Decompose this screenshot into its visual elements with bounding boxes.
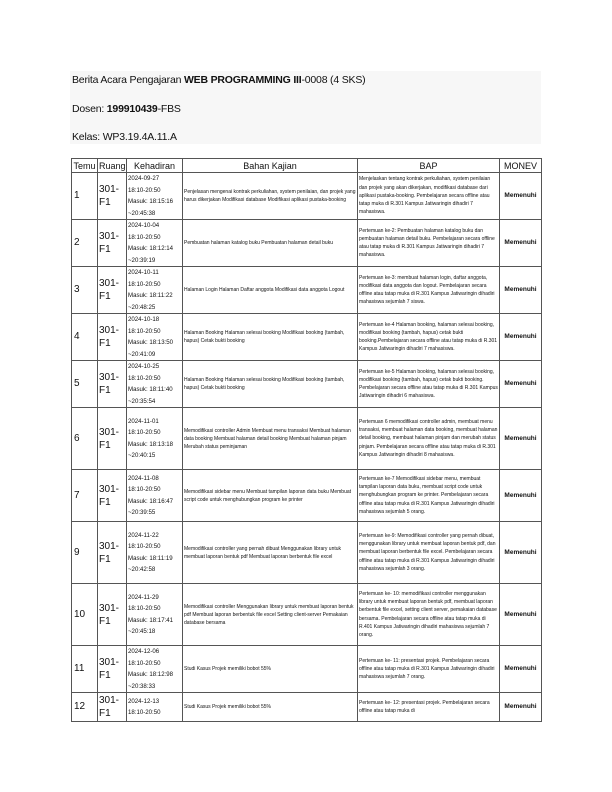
kehadiran-jam: 18:10-20:50 [128, 543, 161, 550]
ruang-cell: 301-F1 [98, 361, 127, 408]
table-row [72, 173, 542, 220]
monev-cell: Memenuhi [500, 693, 542, 722]
lecturer-line [72, 103, 181, 115]
bap-cell: Pertemuan ke-5 Halaman booking, halaman selesai booking, modifikasi booking (tambah, hapus) cetak bukti booking. Pembelajaran secara offline atau tatap muka di R.301 Kampus Jatiwaringin dihadiri 6 mahasiswa. [358, 361, 500, 408]
col-ruang: Ruang [99, 160, 126, 171]
monev-cell: Memenuhi [500, 173, 542, 220]
table-row [72, 470, 542, 522]
table-row [72, 314, 542, 361]
kehadiran-jam: 18:10-20:50 [128, 486, 161, 493]
bap-cell: Menjelaskan tentang kontrak perkuliahan, system penilaian dan projek yang akan dikerjakan, modifikasi database dari aplikasi pustaka-booking. Pembelajaran secara offline atau tatap muka di R.301 Kampus Jatiwaringin dihadiri 7 mahasiswa. [358, 173, 500, 220]
temu-cell: 4 [72, 314, 98, 361]
kehadiran-cell [127, 408, 183, 470]
kehadiran-tanggal: 2024-10-18 [128, 316, 160, 323]
kehadiran-masuk: Masuk: 18:17:41 [128, 616, 174, 624]
kehadiran-tanggal: 2024-11-29 [128, 593, 159, 601]
temu-cell: 10 [72, 584, 98, 646]
table-row [72, 646, 542, 693]
table-row [72, 693, 542, 722]
bap-cell: Pertemuan 6 memodifikasi controller admin, membuat menu transaksi, membuat halaman data booking, membuat halaman detail booking, membuat halaman pinjam dan merubah status pinjam. Pembelajaran secara offline atau tatap muka di R.301 Kampus Jatiwaringin dihadiri 8 mahasiswa. [358, 408, 500, 470]
monev-cell: Memenuhi [500, 267, 542, 314]
temu-cell: 9 [72, 522, 98, 584]
monev-cell: Memenuhi [500, 314, 542, 361]
bahan-kajian-cell: Penjelasan mengenai kontrak perkuliahan, system penilaian, dan projek yang harus dikerjakan Modifikasi database Modifikasi aplikasi pustaka-booking [183, 173, 358, 220]
kehadiran-cell [127, 584, 183, 646]
lecturer-suffix: -FBS [157, 103, 181, 115]
kehadiran-masuk: Masuk: 18:12:14 [128, 245, 174, 252]
kehadiran-tanggal: 2024-11-22 [128, 531, 159, 539]
bahan-kajian-cell: Memodifikasi controller Menggunakan library untuk membuat laporan bentuk pdf Membuat laporan berbentuk file excel Setting client-server Pemakaian database bersama [183, 584, 358, 646]
bap-cell: Pertemuan ke- 12: presentasi projek. Pembelajaran secara offline atau tatap muka di [358, 693, 500, 722]
kehadiran-selesai: ~20:39:19 [128, 256, 156, 264]
kehadiran-masuk: Masuk: 18:11:19 [128, 554, 173, 562]
table-row [72, 584, 542, 646]
kehadiran-cell [127, 220, 183, 267]
bahan-kajian-cell: Memodifikasi controller Admin Membuat menu transaksi Membuat halaman data booking Membuat halaman detail booking Membuat halaman pinjam Merubah status peminjaman [183, 408, 358, 470]
course-code: -0008 (4 SKS) [301, 74, 366, 86]
kehadiran-jam: 18:10-20:50 [128, 429, 161, 436]
col-kehadiran: Kehadiran [127, 159, 183, 173]
kehadiran-cell [127, 361, 183, 408]
bap-cell: Pertemuan ke-4 Halaman booking, halaman selesai booking, modifikasi booking (tambah, hapus) cetak bukti booking.Pembelajaran secara offline atau tatap muka di R.301 Kampus Jatiwaringin dihadiri 7 mahasiswa. [358, 314, 500, 361]
kehadiran-tanggal: 2024-11-08 [128, 474, 159, 482]
ruang-cell: 301-F1 [98, 408, 127, 470]
bap-cell: Pertemuan ke-3: membuat halaman login, daftar anggota, modifikasi data anggota dan logout. Pembelajaran secara offline atau tatap muka di R.301 Kampus Jatiwaringin dihadiri mahasiswa sejumlah 7 siswa. [358, 267, 500, 314]
kehadiran-cell [127, 267, 183, 314]
bap-cell: Pertemuan ke- 11: presentasi projek. Pembelajaran secara offline atau tatap muka di R.301 Kampus Jatiwaringin dihadiri mahasiswa sejumlah 7 orang. [358, 646, 500, 693]
kehadiran-selesai: ~20:38:33 [128, 682, 156, 690]
kehadiran-jam: 18:10-20:50 [128, 280, 161, 288]
kehadiran-selesai: ~20:45:38 [128, 209, 156, 217]
kehadiran-selesai: ~20:41:09 [128, 350, 156, 358]
kehadiran-tanggal: 2024-10-04 [128, 222, 160, 229]
bap-cell: Pertemuan ke-2: Pembuatan halaman katalog buku dan pembuatan halaman detail buku. Pembelajaran secara offline atau tatap muka di R.301 Kampus Jatiwaringin dihadiri 7 mahasiswa. [358, 220, 500, 267]
monev-cell: Memenuhi [500, 470, 542, 522]
report-title [72, 74, 365, 86]
kehadiran-selesai: ~20:39:55 [128, 509, 156, 516]
bahan-kajian-cell: Halaman Booking Halaman selesai booking Modifikasi booking (tambah, hapus) Cetak bukti booking [183, 314, 358, 361]
kehadiran-jam: 18:10-20:50 [128, 186, 161, 194]
temu-cell: 5 [72, 361, 98, 408]
kehadiran-jam: 18:10-20:50 [128, 327, 161, 335]
ruang-cell: 301-F1 [98, 584, 127, 646]
kehadiran-masuk: Masuk: 18:11:22 [128, 292, 173, 299]
kehadiran-cell [127, 522, 183, 584]
temu-cell: 7 [72, 470, 98, 522]
table-row [72, 361, 542, 408]
ruang-cell: 301-F1 [98, 267, 127, 314]
kehadiran-jam: 18:10-20:50 [128, 374, 161, 382]
temu-cell: 1 [72, 173, 98, 220]
temu-cell: 11 [72, 646, 98, 693]
class-line: Kelas: WP3.19.4A.11.A [72, 131, 177, 143]
bahan-kajian-cell: Studi Kasus Projek memiliki bobot 55% [183, 646, 358, 693]
table-row [72, 220, 542, 267]
kehadiran-selesai: ~20:48:25 [128, 303, 156, 311]
monev-cell: Memenuhi [500, 220, 542, 267]
kehadiran-cell [127, 314, 183, 361]
table-header-row [72, 159, 542, 173]
col-temu: Temu [73, 160, 96, 171]
kehadiran-masuk: Masuk: 18:15:16 [128, 198, 174, 205]
lecturer-id: 199910439 [106, 103, 158, 115]
temu-cell: 3 [72, 267, 98, 314]
kehadiran-masuk: Masuk: 18:12:98 [128, 671, 174, 678]
kehadiran-tanggal: 2024-12-06 [128, 648, 160, 655]
monev-cell: Memenuhi [500, 584, 542, 646]
ruang-cell: 301-F1 [98, 646, 127, 693]
kehadiran-tanggal: 2024-12-13 [128, 697, 160, 705]
bahan-kajian-cell: Memodifikasi controller yang pernah dibuat Menggunakan library untuk membuat laporan bentuk pdf Membuat laporan berbentuk file excel [183, 522, 358, 584]
kehadiran-tanggal: 2024-11-01 [128, 417, 159, 425]
bap-cell: Pertemuan ke-9: Memodifikasi controller yang pernah dibuat, menggunakan library untuk membuat laporan bentuk pdf, dan membuat laporan berbentuk file excel. Pembelajaran secara offline atau tatap muka di R.301 Kampus Jatiwaringin dihadiri mahasiswa sejumlah 3 orang. [358, 522, 500, 584]
ruang-cell: 301-F1 [98, 522, 127, 584]
ruang-cell: 301-F1 [98, 220, 127, 267]
course-name: WEB PROGRAMMING III [183, 74, 302, 86]
bahan-kajian-cell: Studi Kasus Projek memiliki bobot 55% [183, 693, 358, 722]
kehadiran-jam: 18:10-20:50 [128, 605, 161, 612]
monev-cell: Memenuhi [500, 361, 542, 408]
ruang-cell: 301-F1 [98, 314, 127, 361]
ruang-cell: 301-F1 [98, 470, 127, 522]
kehadiran-selesai: ~20:40:15 [128, 452, 156, 459]
kehadiran-selesai: ~20:35:54 [128, 397, 156, 405]
kehadiran-jam: 18:10-20:50 [128, 709, 161, 716]
ruang-cell: 301-F1 [98, 173, 127, 220]
title-prefix: Berita Acara Pengajaran [72, 74, 184, 86]
monev-cell: Memenuhi [500, 646, 542, 693]
kehadiran-masuk: Masuk: 18:16:47 [128, 497, 174, 505]
kehadiran-cell [127, 693, 183, 722]
kehadiran-masuk: Masuk: 18:13:50 [128, 339, 174, 346]
temu-cell: 2 [72, 220, 98, 267]
kehadiran-jam: 18:10-20:50 [128, 233, 161, 241]
kehadiran-masuk: Masuk: 18:13:18 [128, 440, 174, 448]
temu-cell: 6 [72, 408, 98, 470]
ruang-cell: 301-F1 [98, 693, 127, 722]
monev-cell: Memenuhi [500, 522, 542, 584]
col-monev: MONEV [500, 159, 542, 173]
bahan-kajian-cell: Pembuatan halaman katalog buku Pembuatan halaman detail buku [183, 220, 358, 267]
col-bahan-kajian: Bahan Kajian [183, 159, 358, 173]
kehadiran-cell [127, 646, 183, 693]
kehadiran-masuk: Masuk: 18:11:40 [128, 386, 173, 393]
kehadiran-cell [127, 470, 183, 522]
bahan-kajian-cell: Memodifikasi sidebar menu Membuat tampilan laporan data buku Membuat script code untuk menghubungkan program ke printer [183, 470, 358, 522]
monev-cell: Memenuhi [500, 408, 542, 470]
bahan-kajian-cell: Halaman Booking Halaman selesai booking Modifikasi booking (tambah, hapus) Cetak bukti booking [183, 361, 358, 408]
table-row [72, 267, 542, 314]
kehadiran-cell [127, 173, 183, 220]
kehadiran-tanggal: 2024-09-27 [128, 175, 160, 182]
kehadiran-selesai: ~20:45:18 [128, 628, 156, 635]
kehadiran-tanggal: 2024-10-11 [128, 269, 159, 276]
bap-cell: Pertemuan ke- 10: memodifikasi controller menggunakan library untuk membuat laporan bentuk pdf, membuat laporan berbentuk file excel, setting client server, pemakaian database bersama. Pembelajaran secara offline atau tatap muka di R.401 Kampus Jatiwaringin dihadiri mahasiswa sejumlah 7 orang. [358, 584, 500, 646]
table-row [72, 522, 542, 584]
col-bap: BAP [358, 159, 500, 173]
kehadiran-selesai: ~20:42:58 [128, 566, 156, 573]
teaching-log-table [71, 158, 542, 722]
temu-cell: 12 [72, 693, 98, 722]
bap-cell: Pertemuan ke-7 Memodifikasi sidebar menu, membuat tampilan laporan data buku, membuat script code untuk menghubungkan program ke printer. Pembelajaran secara offline atau tatap muka di R.301 Kampus Jatiwaringin dihadiri mahasiswa sejumlah 5 orang. [358, 470, 500, 522]
lecturer-label: Dosen: [72, 103, 107, 115]
report-header [70, 71, 541, 144]
kehadiran-tanggal: 2024-10-25 [128, 363, 160, 370]
table-row [72, 408, 542, 470]
kehadiran-jam: 18:10-20:50 [128, 659, 161, 667]
bahan-kajian-cell: Halaman Login Halaman Daftar anggota Modifikasi data anggota Logout [183, 267, 358, 314]
